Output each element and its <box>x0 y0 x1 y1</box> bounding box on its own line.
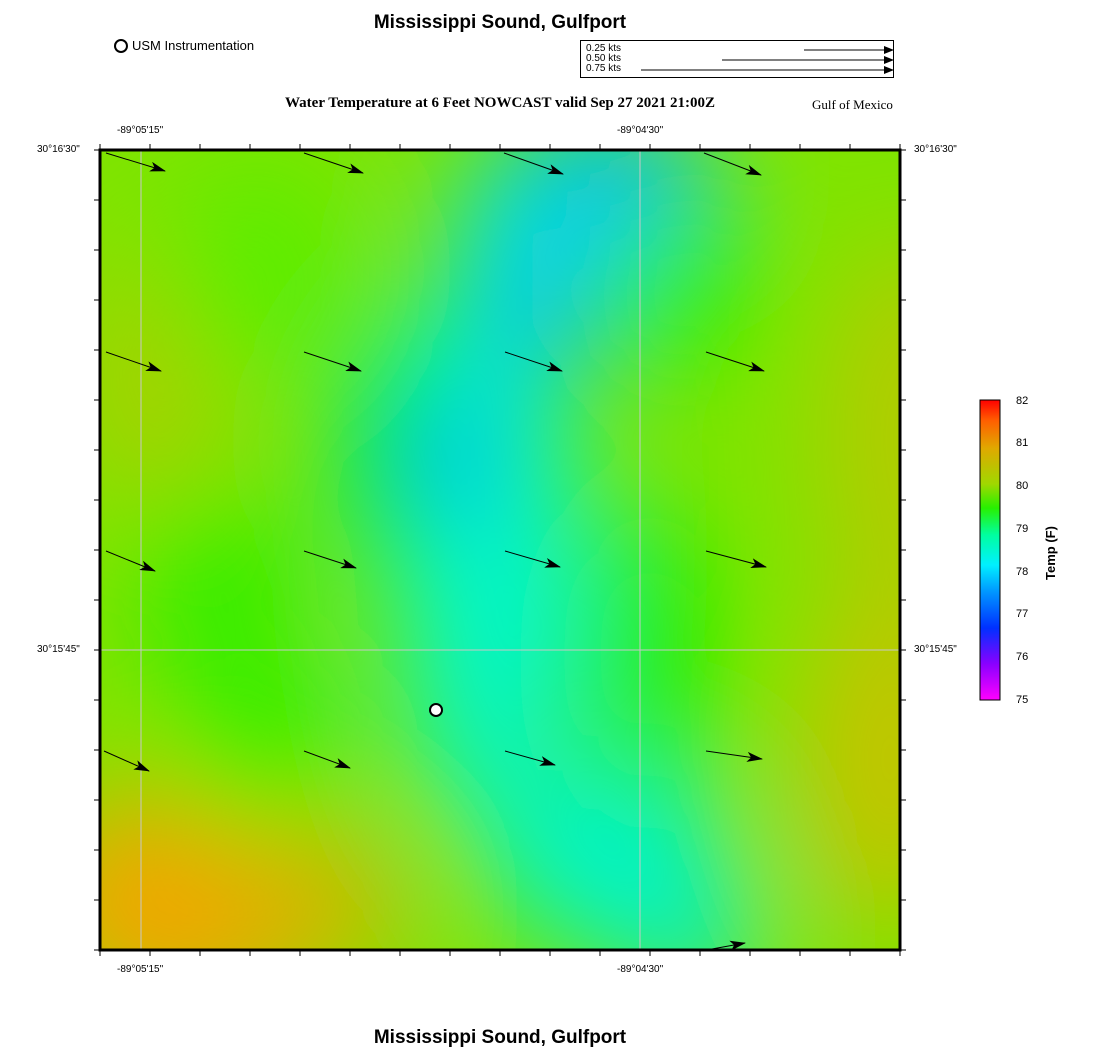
colorbar-tick-80: 80 <box>1016 480 1029 492</box>
station-legend <box>114 38 254 53</box>
map-title: Mississippi Sound, Gulfport <box>373 12 627 33</box>
scale-label-025: 0.25 kts <box>586 43 622 54</box>
vector-scale-legend <box>580 40 894 78</box>
colorbar-tick-79: 79 <box>1016 523 1029 535</box>
colorbar-tick-81: 81 <box>1016 437 1029 449</box>
scale-label-075: 0.75 kts <box>586 63 622 74</box>
lon-tick-bottom-1: -89°05'15" <box>117 964 164 975</box>
colorbar-tick-76: 76 <box>1016 651 1029 663</box>
lon-tick-top-2: -89°04'30" <box>617 125 664 136</box>
vector-scale-arrows <box>581 41 895 79</box>
colorbar-title: Temp (F) <box>1043 526 1058 580</box>
colorbar <box>976 396 1006 706</box>
colorbar-tick-75: 75 <box>1016 694 1029 706</box>
usm-station-marker[interactable] <box>430 704 442 716</box>
lon-tick-top-1: -89°05'15" <box>117 125 164 136</box>
lon-tick-bottom-2: -89°04'30" <box>617 964 664 975</box>
lat-tick-left-1: 30°16'30" <box>37 144 80 155</box>
lat-tick-right-2: 30°15'45" <box>914 644 957 655</box>
colorbar-gradient <box>980 400 1000 700</box>
region-label: Gulf of Mexico <box>812 97 893 112</box>
lat-tick-right-1: 30°16'30" <box>914 144 957 155</box>
station-marker-icon <box>114 39 128 53</box>
temperature-map <box>90 140 910 960</box>
station-legend-label: USM Instrumentation <box>132 38 255 53</box>
colorbar-tick-78: 78 <box>1016 566 1029 578</box>
map-subtitle: Water Temperature at 6 Feet NOWCAST valid Sep 27 2021 21:00Z <box>285 95 715 111</box>
footer-title: Mississippi Sound, Gulfport <box>373 1027 627 1048</box>
temperature-field <box>90 140 910 960</box>
colorbar-tick-82: 82 <box>1016 395 1029 407</box>
lat-tick-left-2: 30°15'45" <box>37 644 80 655</box>
scale-label-050: 0.50 kts <box>586 53 622 64</box>
colorbar-tick-77: 77 <box>1016 608 1029 620</box>
